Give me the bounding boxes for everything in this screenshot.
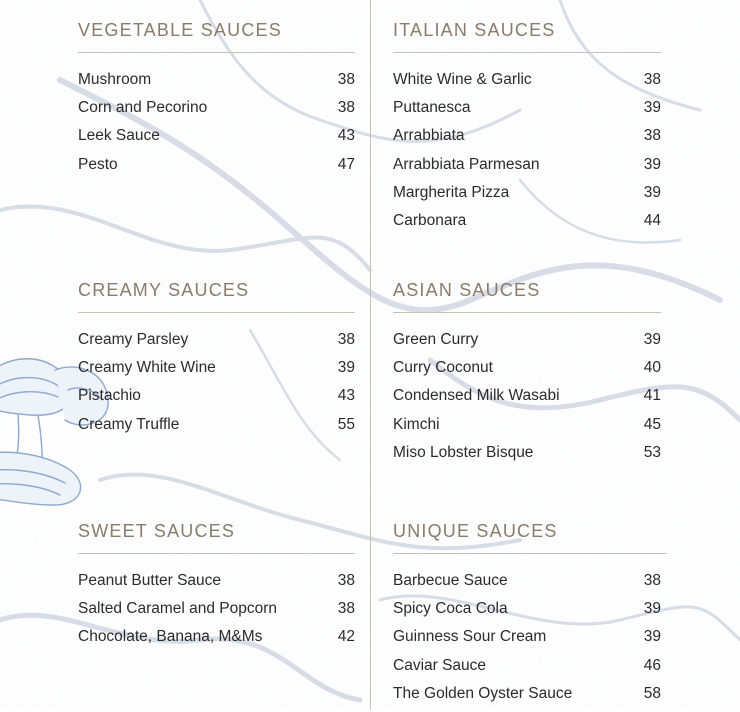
item-name: Barbecue Sauce [393,572,508,589]
menu-item [393,627,661,655]
item-name: Pesto [78,155,118,173]
item-name: White Wine & Garlic [393,71,532,88]
item-price: 58 [643,684,661,702]
menu-item [393,386,661,414]
section-title: ASIAN SAUCES [393,280,541,300]
column-divider [370,0,371,710]
item-price: 43 [337,127,355,145]
item-price: 38 [643,71,661,88]
item-name: Kimchi [393,415,440,433]
menu-item [393,98,661,126]
item-price: 39 [643,183,661,201]
menu-item [393,183,661,211]
section-title: ITALIAN SAUCES [393,20,556,40]
item-name: Caviar Sauce [393,656,487,674]
menu-item [393,415,661,443]
menu-item [393,126,661,154]
item-name: Chocolate, Banana, M&Ms [78,628,263,646]
item-price: 38 [337,600,355,618]
section-sweet-sauces [78,520,355,656]
item-price: 46 [643,656,661,674]
menu-item [78,627,355,655]
menu-item [78,155,355,183]
section-rule [393,52,661,53]
menu-item [78,358,355,386]
item-name: Spicy Coca Cola [393,600,508,618]
item-name: The Golden Oyster Sauce [393,684,573,702]
item-price: 39 [643,155,661,173]
section-rule [78,52,355,53]
section-rule [393,312,661,313]
menu-item [78,599,355,627]
menu-item [393,70,661,98]
item-price: 39 [643,331,661,348]
item-price: 38 [337,331,355,348]
menu-item [393,684,661,712]
item-name: Guinness Sour Cream [393,628,547,646]
item-name: Leek Sauce [78,127,160,145]
section-unique-sauces [393,520,661,712]
item-name: Mushroom [78,71,152,88]
section-title: VEGETABLE SAUCES [78,20,282,40]
item-name: Corn and Pecorino [78,99,208,117]
item-price: 38 [337,572,355,589]
section-rule [393,553,667,554]
item-name: Puttanesca [393,99,471,117]
item-price: 39 [643,628,661,646]
menu-item [78,98,355,126]
menu-item [393,211,661,239]
menu-item [393,330,661,358]
item-name: Pistachio [78,387,141,405]
item-name: Creamy Parsley [78,331,189,348]
menu-item [393,155,661,183]
section-title: CREAMY SAUCES [78,280,250,300]
menu-item [393,599,661,627]
menu-item [78,330,355,358]
item-price: 42 [337,628,355,646]
menu-item [78,415,355,443]
item-price: 39 [643,99,661,117]
item-name: Carbonara [393,211,467,229]
item-price: 38 [643,127,661,145]
section-rule [78,312,355,313]
menu-item [78,386,355,414]
section-asian-sauces [393,279,661,471]
item-price: 45 [643,415,661,433]
item-name: Condensed Milk Wasabi [393,387,560,405]
item-name: Peanut Butter Sauce [78,572,222,589]
item-name: Arrabbiata Parmesan [393,155,540,173]
item-name: Arrabbiata [393,127,465,145]
menu-item [393,656,661,684]
section-title: UNIQUE SAUCES [393,521,558,541]
item-price: 38 [643,572,661,589]
item-price: 53 [643,443,661,461]
item-price: 47 [337,155,355,173]
section-creamy-sauces [78,279,355,443]
item-price: 41 [643,387,661,405]
item-name: Curry Coconut [393,359,493,377]
item-name: Creamy Truffle [78,415,180,433]
item-price: 40 [643,359,661,377]
menu-item [78,126,355,154]
item-price: 43 [337,387,355,405]
item-name: Salted Caramel and Popcorn [78,600,278,618]
item-name: Creamy White Wine [78,359,216,377]
section-italian-sauces [393,19,661,239]
item-price: 39 [643,600,661,618]
menu-item [393,358,661,386]
item-price: 38 [337,71,355,88]
section-vegetable-sauces [78,19,355,183]
item-name: Green Curry [393,331,479,348]
section-title: SWEET SAUCES [78,521,236,541]
item-price: 55 [337,415,355,433]
item-price: 39 [337,359,355,377]
item-price: 38 [337,99,355,117]
section-rule [78,553,355,554]
menu-item [393,571,661,599]
menu-item [78,70,355,98]
item-name: Margherita Pizza [393,183,510,201]
menu-item [78,571,355,599]
item-price: 44 [643,211,661,229]
menu-item [393,443,661,471]
item-name: Miso Lobster Bisque [393,443,534,461]
